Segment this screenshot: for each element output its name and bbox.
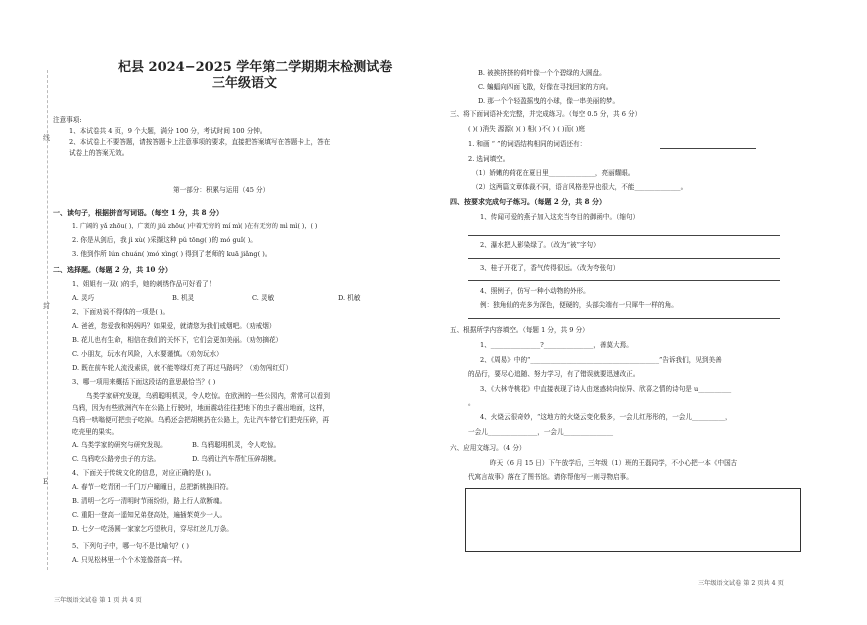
s3-words: ( )( )消失 源源( )( ) 相( )不( ) ( )而( )庭 [468,125,585,133]
s4-q4: 4、照例子，仿写一种小动物的外形。 [480,287,590,295]
s3-q1-blank [660,148,756,149]
exam-title: 杞县 2024−2025 学年第二学期期末检测试卷 [118,60,393,75]
q3-option-d: D. 乌鸦让汽车帮忙压碎胡桃。 [192,455,281,463]
s5-q4-continued: 一会儿_______________，一会儿_______________ [468,428,614,436]
q4-option-b: B. 清明一乞巧一清明时节雨纷纷，路上行人欲断魂。 [72,497,227,505]
q1-text: 1、姐姐有一双( )的手，她的刺绣作品可好看了！ [72,280,216,288]
s3-q2a: （1）娇嫩的荷花在夏日里______________，亮丽耀眼。 [472,169,635,177]
q5-option-d: D. 那一个个轻盈摇曳的小球，像一串美丽的梦。 [478,97,620,105]
s5-q2-continued: 的品行，要尽心追随、努力学习，有了错误就要迅速改正。 [468,370,640,378]
s1-item-1: 1. 广阔的 yǎ zhōu( )，广袤的 jiǔ zhōu( )中着无穷的 mí mì( )在有无穷的 mì mì( )，( ) [72,223,318,230]
margin-mark-seal: 封 [43,302,50,310]
q3-passage-3: 乌鸦一哄嗡便可把虫子吃掉。乌鸦还会把胡桃扔在公路上，先让汽车替它们把壳压碎，再 [72,416,330,424]
notice-line-1: 1、本试卷共 4 页，9 个大题，满分 100 分，考试时间 100 分钟。 [69,127,267,135]
q1-option-c: C. 灵敏 [252,294,275,302]
q3-passage-1: 鸟类学家研究发现，乌鸦聪明机灵，令人吃惊。在欧洲的一些公园内，常常可以看到 [86,392,330,400]
q3-option-b: B. 乌鸦聪明机灵，令人吃惊。 [192,441,281,449]
answer-box[interactable] [465,488,801,552]
part-1-heading: 第一部分：积累与运用（45 分） [173,186,270,194]
binding-line [47,70,48,570]
q5-text: 5、下列句子中，哪一句不是比喻句？( ) [72,542,189,550]
s4-q4-answer-line [468,318,780,319]
margin-mark-line: 线 [43,134,50,142]
s1-item-3: 3. 他到作所 lún chuán( )mó xìng( ) 得到了老师的 kuā jiǎng( )。 [72,250,272,258]
s5-q3-continued: 。 [468,399,475,407]
s4-q1: 1、传闻可爱的燕子加入这充当夸目的御函中。（缩句） [480,213,640,221]
s4-q3: 3、桂子开花了，香气传得很远。（改为夸张句） [480,264,620,272]
q2-option-b: B. 花儿也有生命，相信在我们的关怀下，它们会更加美丽。（劝勿摘花） [72,336,283,344]
margin-mark-e: E [43,478,49,486]
q5-option-b: B. 被挨挤挤的荷叶像一个个碧绿的大圆盘。 [478,69,606,77]
s5-q2: 2、《周易》中的“_______________________________________”告诉我们，见到美善 [480,356,722,364]
q3-passage-2: 乌鸦，因为有些欧洲汽车在公路上行驶时，地面震动往往把地下的虫子震出地面，这样， [72,404,330,412]
s5-q1: 1、_______________?_______________，善莫大焉。 [480,341,633,349]
q2-text: 2、下面劝说不得体的一项是( )。 [72,308,170,316]
section-6-heading: 六、应用文练习。（4 分） [450,444,526,452]
s5-q4: 4、火烧云很奇妙，“这地方的火烧云变化极多，一会儿红彤彤的，一会儿__________， [480,413,732,421]
q4-option-a: A. 春节一吃青团一千门万户曈曈日，总把新桃换旧符。 [72,483,233,491]
s3-q2b: （2）这两篇文章体裁不同，语言风格差异也很大，不能______________。 [472,183,688,191]
q1-option-a: A. 灵巧 [72,294,95,302]
q5-option-a: A. 只见松林里一个个木笼像搭高一样。 [72,556,187,564]
q3-passage-4: 吃壳里的果实。 [72,428,119,436]
notice-heading: 注意事项: [53,116,82,124]
s4-q2-answer-line [468,258,780,259]
s6-text-2: 代寓言故事》落在了图书馆。请你帮他写一则寻物启事。 [468,473,633,481]
right-page-footer: 三年级语文试卷 第 2 页共 4 页 [698,580,784,587]
q2-option-c: C. 小朋友，玩水有风险，入水要谨慎。（劝勿玩水） [72,350,223,358]
s4-q2: 2、瀑水把人影染绿了。（改为“被”字句） [480,241,600,249]
s5-q3: 3、《大林寺桃花》中直接表现了诗人由迷惑转向惊异、欣喜之情的诗句是 u__________ [480,385,732,393]
section-4-heading: 四、按要求完成句子练习。（每题 2 分，共 8 分） [450,197,606,206]
q2-option-d: D. 既在前车轮人流没素质，就不能等绿灯亮了再过马路吗？（劝勿闯红灯） [72,364,293,372]
s1-item-2: 2. 你是从剑后，我 jì xù( )采撷这种 pǔ tōng( )的 mó guǐ( )。 [72,236,257,244]
s4-q1-answer-line [468,235,780,236]
notice-line-3: 试卷上的答案无效。 [69,149,129,157]
notice-line-2: 2、本试卷上不要答题，请按答题卡上注意事项的要求，直接把答案填写在答题卡上，答在 [69,138,331,146]
q3-option-c: C. 乌鸦吃公路旁虫子的方法。 [72,455,161,463]
q5-option-c: C. 蝙蝠向四面飞散，好像在寻找回家的方向。 [478,83,613,91]
q2-option-a: A. 爸爸，您爱我和妈妈吗？如果爱，就请您为我们戒烟吧。（劝戒烟） [72,322,276,330]
left-page-footer: 三年级语文试卷 第 1 页 共 4 页 [54,597,142,604]
section-1-heading: 一、读句子，根据拼音写词语。（每空 1 分，共 8 分） [53,208,223,217]
s6-text-1: 昨天（6 月 15 日）下午放学后，三年级（1）班的王磊同学，不小心把一本《中国古 [490,459,738,467]
q1-option-d: D. 机敏 [338,294,361,302]
section-2-heading: 二、选择题。（每题 2 分，共 10 分） [53,265,172,274]
section-5-heading: 五、根据所学内容填空。（每题 1 分，共 9 分） [450,326,589,334]
s3-q2: 2. 选词填空。 [468,155,510,163]
s4-q4-example: 例：独角仙的壳多为深色，便硬的，头部尖端有一只犀牛一样的角。 [480,301,678,309]
exam-subtitle: 三年级语文 [212,76,278,91]
q3-option-a: A. 乌类学家的研究与研究发现。 [72,441,167,449]
q4-option-d: D. 七夕一吃汤圆一家家乞巧望秋月，穿尽红丝几万条。 [72,525,233,533]
q3-text: 3、哪一项用来概括下面这段话的意思最恰当？( ) [72,378,216,386]
s4-q3-answer-line [468,280,780,281]
section-3-heading: 三、将下面词语补充完整，并完成练习。（每空 0.5 分，共 6 分） [450,110,642,118]
s3-q1: 1. 和画 “ ”的词语结构相同的词语还有： [468,140,587,148]
q1-option-b: B. 机灵 [172,294,195,302]
q4-option-c: C. 重阳一登高一遥知兄弟登高处，遍插茱萸少一人。 [72,511,227,519]
q4-text: 4、下面关于传统文化的信息，对应正确的是( )。 [72,469,216,477]
